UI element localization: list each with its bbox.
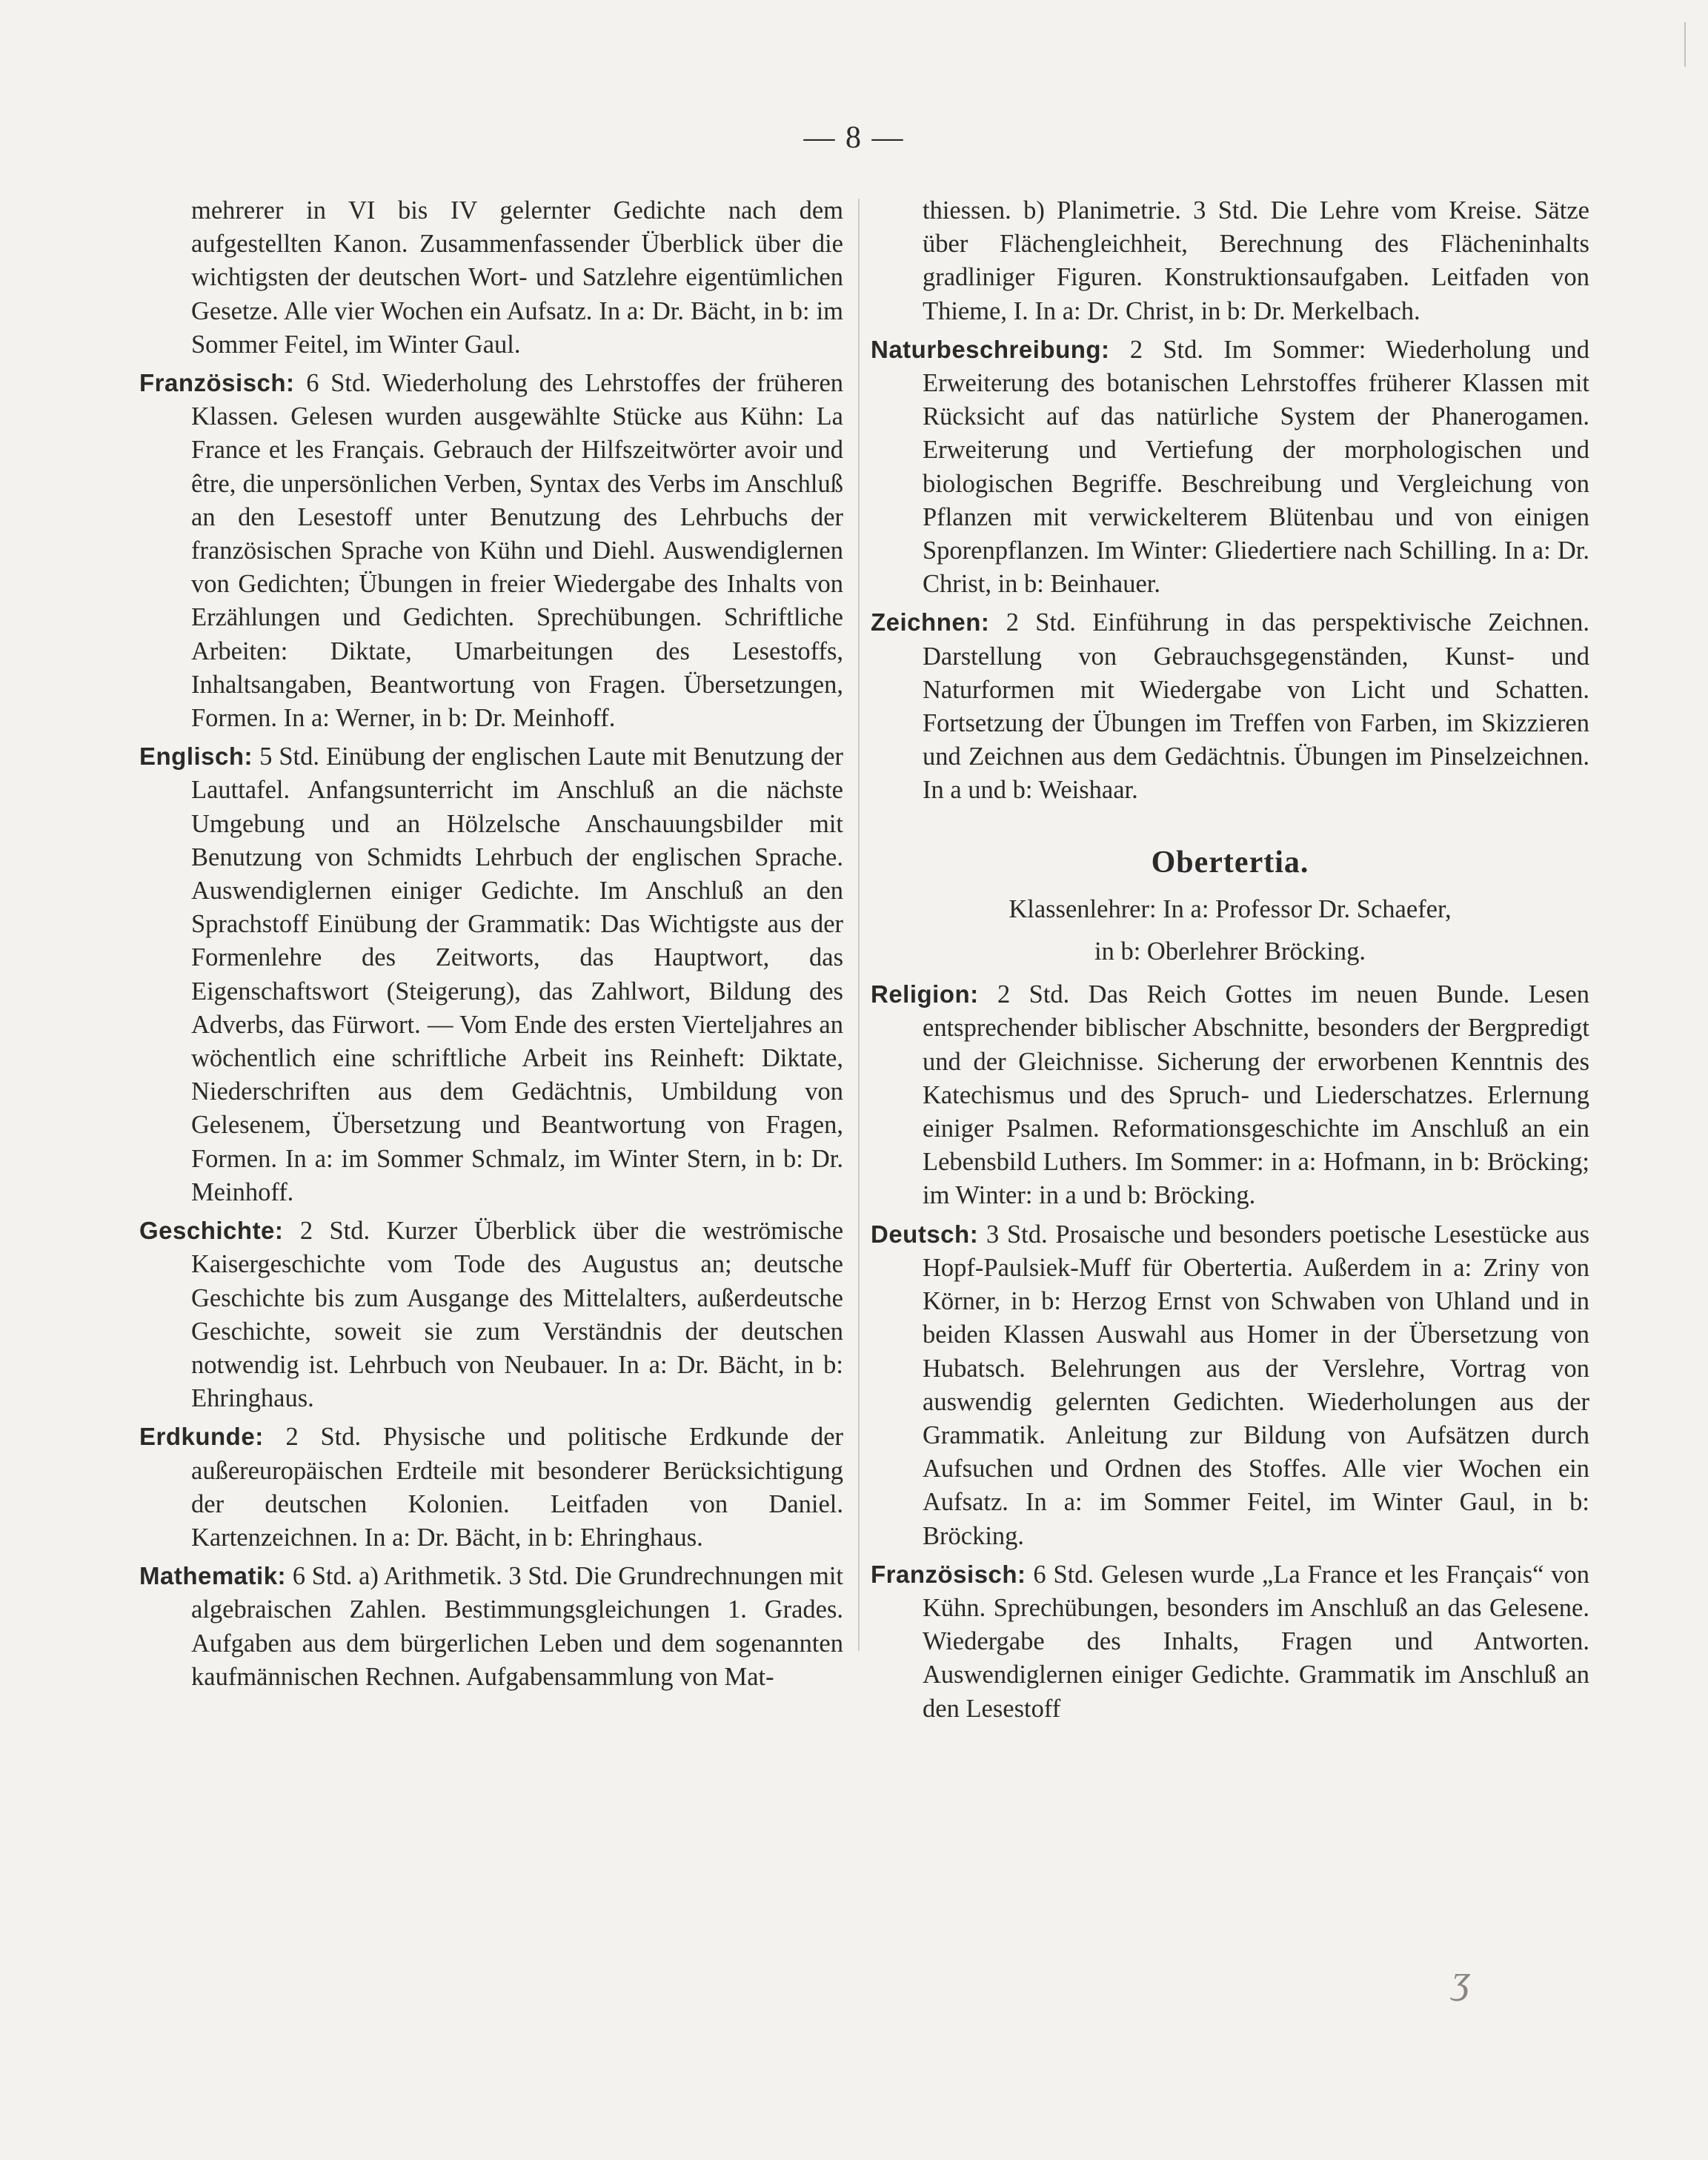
entry-heading: Mathematik: bbox=[139, 1562, 287, 1590]
entry-heading: Englisch: bbox=[139, 742, 253, 771]
scan-edge-mark bbox=[1684, 22, 1686, 67]
entry-text: 2 Std. Physische und politische Erdkunde der außereuropäischen Erdteile mit besonderer Berücksichtigung der deutschen Kolonien. Leitfaden von Daniel. Kartenzeichnen. In a: Dr. Bächt, in b: Ehringhaus. bbox=[191, 1423, 844, 1552]
entry-deutsch bbox=[871, 1217, 1589, 1553]
page-number: — 8 — bbox=[803, 121, 905, 155]
entry-mathematik bbox=[139, 1559, 843, 1694]
entry-text: 6 Std. Gelesen wurde „La France et les Français“ von Kühn. Sprechübungen, besonders im Anschluß an das Gelesene. Wiedergabe des Inhalts, Fragen und Antworten. Auswendiglernen einiger Gedichte. Grammatik im Anschluß an den Lesestoff bbox=[923, 1560, 1590, 1723]
left-column bbox=[139, 194, 843, 1698]
klassenlehrer-line-2: in b: Oberlehrer Bröcking. bbox=[1094, 937, 1366, 966]
entry-heading: Geschichte: bbox=[139, 1217, 284, 1245]
entry-heading: Religion: bbox=[871, 980, 979, 1008]
entry-franzoesisch bbox=[139, 366, 843, 735]
entry-franzoesisch-obertertia bbox=[871, 1558, 1589, 1726]
entry-religion bbox=[871, 977, 1589, 1212]
entry-heading: Deutsch: bbox=[871, 1220, 979, 1248]
entry-heading: Erdkunde: bbox=[139, 1423, 264, 1451]
column-divider bbox=[858, 199, 860, 1651]
entry-text: 2 Std. Einführung in das perspektivische Zeichnen. Darstellung von Gebrauchsgegenständen, Kunst- und Naturformen mit Wiedergabe von Licht und Schatten. Fortsetzung der Übungen im Treffen von Farben, im Skizzieren und Zeichnen aus dem Gedächtnis. Übungen im Pinselzeichnen. In a und b: Weishaar. bbox=[923, 608, 1590, 805]
entry-text: 2 Std. Kurzer Überblick über die weströmische Kaisergeschichte vom Tode des Augustus an; deutsche Geschichte bis zum Ausgange des Mittelalters, außerdeutsche Geschichte, soweit sie zum Verständnis der deutschen notwendig ist. Lehrbuch von Neubauer. In a: Dr. Bächt, in b: Ehringhaus. bbox=[191, 1217, 844, 1413]
entry-text: 5 Std. Einübung der englischen Laute mit Benutzung der Lauttafel. Anfangsunterricht im Anschluß an die nächste Umgebung und an Hölzelsche Anschauungsbilder mit Benutzung von Schmidts Lehrbuch der englischen Sprache. Auswendiglernen einiger Gedichte. Im Anschluß an den Sprachstoff Einübung der Grammatik: Das Wichtigste aus der Formenlehre des Zeitworts, das Hauptwort, das Eigenschaftswort (Steigerung), das Zahlwort, Bildung des Adverbs, das Fürwort. — Vom Ende des ersten Vierteljahres an wöchentlich eine schriftliche Arbeit ins Reinheft: Diktate, Niederschriften aus dem Gedächtnis, Umbildung von Gelesenem, Übersetzung und Beantwortung von Fragen, Formen. In a: im Sommer Schmalz, im Winter Stern, in b: Dr. Meinhoff. bbox=[191, 742, 843, 1206]
pencil-mark: ʒ bbox=[1452, 1957, 1470, 2001]
right-continuation-text: thiessen. b) Planimetrie. 3 Std. Die Lehre vom Kreise. Sätze über Flächengleichheit, Berechnung des Flächeninhalts gradliniger Figuren. Konstruktionsaufgaben. Leitfaden von Thieme, I. In a: Dr. Christ, in b: Dr. Merkelbach. bbox=[923, 196, 1589, 325]
entry-erdkunde bbox=[139, 1420, 843, 1555]
entry-naturbeschreibung bbox=[871, 333, 1589, 602]
entry-heading: Französisch: bbox=[871, 1560, 1026, 1588]
entry-text: 6 Std. Wiederholung des Lehrstoffes der früheren Klassen. Gelesen wurden ausgewählte Stücke aus Kühn: La France et les Français. Gebrauch der Hilfszeitwörter avoir und être, die unpersönlichen Verben, Syntax des Verbs im Anschluß an den Lesestoff unter Benutzung des Lehrbuchs der französischen Sprache von Kühn und Diehl. Auswendiglernen von Gedichten; Übungen in freier Wiedergabe des Inhalts von Erzählungen und Gedichten. Sprechübungen. Schriftliche Arbeiten: Diktate, Umarbeitungen des Lesestoffs, Inhaltsangaben, Beantwortung von Fragen. Übersetzungen, Formen. In a: Werner, in b: Dr. Meinhoff. bbox=[191, 369, 844, 733]
entry-zeichnen bbox=[871, 605, 1589, 807]
entry-heading: Naturbeschreibung: bbox=[871, 335, 1110, 363]
entry-geschichte bbox=[139, 1214, 843, 1415]
entry-text: 6 Std. a) Arithmetik. 3 Std. Die Grundrechnungen mit algebraischen Zahlen. Bestimmungsgleichungen 1. Grades. Aufgaben aus dem bürgerlichen Leben und dem sogenannten kaufmännischen Rechnen. Aufgabensammlung von Mat- bbox=[191, 1562, 844, 1691]
entry-text: 2 Std. Im Sommer: Wiederholung und Erweiterung des botanischen Lehrstoffes früherer Klassen mit Rücksicht auf das natürliche System der Phanerogamen. Erweiterung und Vertiefung der morphologischen und biologischen Begriffe. Beschreibung und Vergleichung von Pflanzen mit verwickelterem Blütenbau und von einigen Sporenpflanzen. Im Winter: Gliedertiere nach Schilling. In a: Dr. Christ, in b: Beinhauer. bbox=[923, 335, 1590, 599]
klassenlehrer-line-1: Klassenlehrer: In a: Professor Dr. Schaefer, bbox=[1008, 894, 1452, 923]
left-continuation-text: mehrerer in VI bis IV gelernter Gedichte nach dem aufgestellten Kanon. Zusammenfassender Überblick über die wichtigsten der deutschen Wort- und Satzlehre eigentümlichen Gesetze. Alle vier Wochen ein Aufsatz. In a: Dr. Bächt, in b: im Sommer Feitel, im Winter Gaul. bbox=[191, 196, 843, 359]
entry-text: 2 Std. Das Reich Gottes im neuen Bunde. Lesen entsprechender biblischer Abschnitte, besonders der Bergpredigt und der Gleichnisse. Sicherung der erworbenen Kenntnis des Katechismus und des Spruch- und Liederschatzes. Erlernung einiger Psalmen. Reformationsgeschichte im Anschluß an ein Lebensbild Luthers. Im Sommer: in a: Hofmann, in b: Bröcking; im Winter: in a und b: Bröcking. bbox=[923, 980, 1589, 1210]
entry-heading: Zeichnen: bbox=[871, 608, 990, 637]
right-column bbox=[871, 194, 1589, 1730]
entry-text: 3 Std. Prosaische und besonders poetische Lesestücke aus Hopf-Paulsiek-Muff für Obertertia. Außerdem in a: Zriny von Körner, in b: Herzog Ernst von Schwaben von Uhland und in beiden Klassen Auswahl aus Homer in der Übersetzung von Hubatsch. Belehrungen aus der Verslehre, Vortrag von auswendig gelernten Gedichten. Wiederholungen aus der Grammatik. Anleitung zur Bildung von Aufsätzen durch Aufsuchen und Ordnen des Stoffes. Alle vier Wochen ein Aufsatz. In a: im Sommer Feitel, im Winter Gaul, in b: Bröcking. bbox=[923, 1220, 1589, 1550]
entry-englisch bbox=[139, 740, 843, 1209]
section-title-obertertia: Obertertia. bbox=[1151, 845, 1309, 880]
entry-heading: Französisch: bbox=[139, 369, 295, 397]
